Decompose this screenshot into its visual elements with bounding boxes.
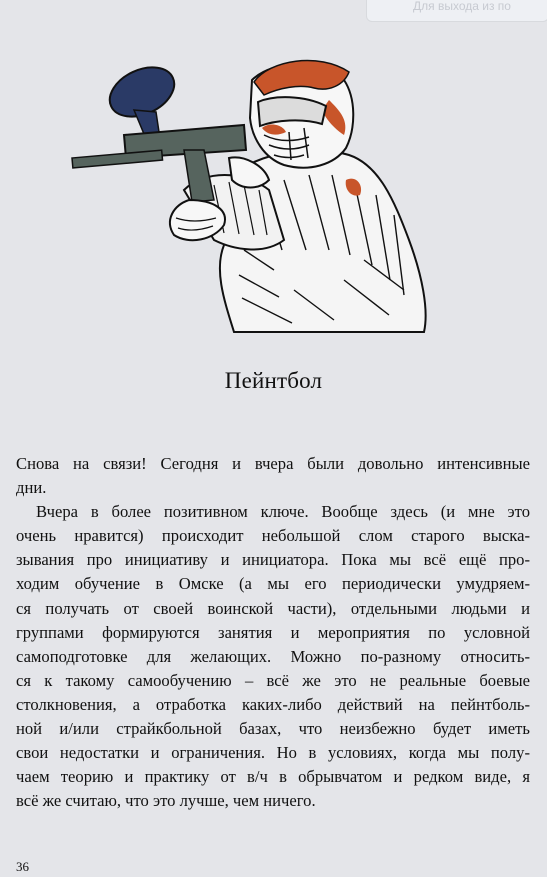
text-line: Вчера в более позитивном ключе. Вообще здесь (и мне это	[36, 502, 530, 522]
text-line: самоподготовке для желающих. Можно по-разному относить-	[16, 646, 530, 666]
text-line: дни.	[16, 478, 47, 498]
text-line: Снова на связи! Сегодня и вчера были довольно интенсивные	[16, 454, 530, 473]
text-line: всё же считаю, что это лучше, чем ничего.	[16, 791, 316, 811]
text-line: ся к такому самообучению – всё же это не реальные боевые	[16, 670, 530, 690]
text-line: столкновения, а отработка каких-либо действий на пейнтболь-	[16, 694, 530, 714]
article-title: Пейнтбол	[224, 368, 323, 393]
text-line: группами формируются занятия и мероприятия по условной	[16, 622, 530, 642]
text-line: ной и/или страйкбольной базах, что неизбежно будет иметь	[16, 719, 530, 739]
page-number: 36	[16, 859, 29, 874]
text-line: ходим обучение в Омске (а мы его периодически умудряем-	[16, 574, 530, 594]
paintball-player-illustration	[64, 40, 444, 340]
article-body	[16, 452, 530, 813]
top-overlay-tab[interactable]	[366, 0, 547, 22]
text-line: свои недостатки и ограничения. Но в условиях, когда мы полу-	[16, 743, 530, 763]
top-overlay-tab-label: Для выхода из по	[413, 0, 511, 13]
text-line: очень нравится) происходит небольшой слом старого выска-	[16, 526, 530, 546]
text-line: зывания про инициативу и инициатора. Пока мы всё ещё про-	[16, 550, 530, 570]
text-line: ся получать от своей воинской части), отдельными людьми и	[16, 598, 530, 618]
text-line: чаем теорию и практику от в/ч в обрывчатом и редком виде, я	[16, 767, 530, 787]
